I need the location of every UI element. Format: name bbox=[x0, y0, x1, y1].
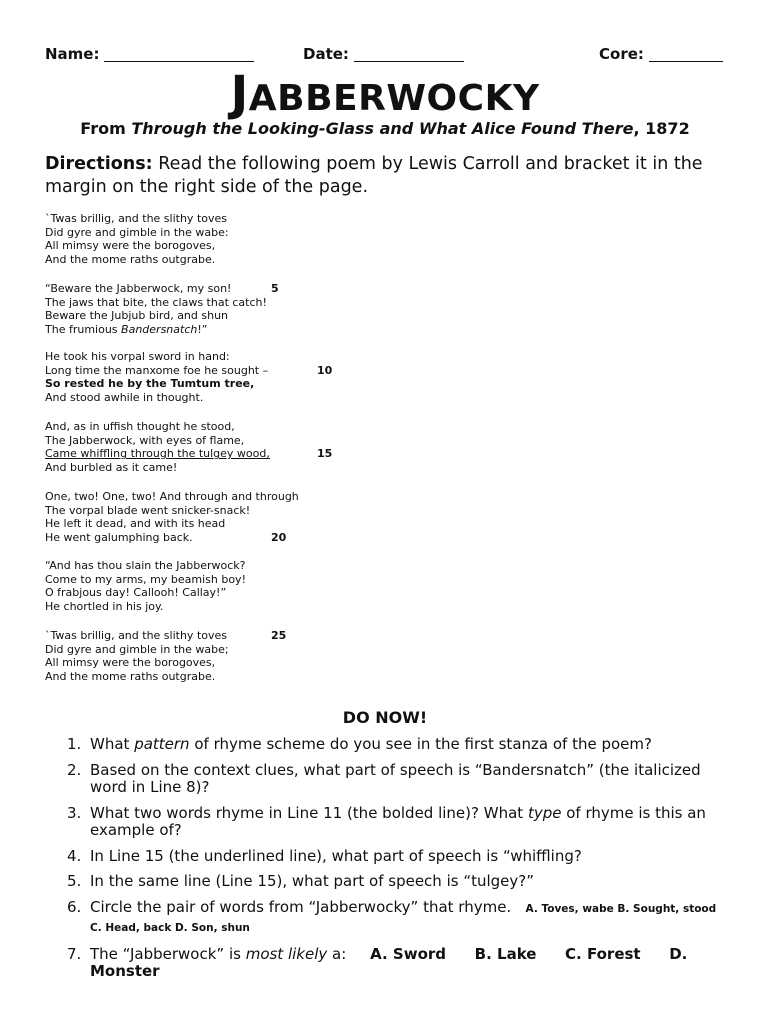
line-number-25: 25 bbox=[271, 629, 287, 642]
core-label: Core: bbox=[599, 45, 644, 63]
poem-line-text: “Beware the Jabberwock, my son! bbox=[45, 282, 232, 295]
poem-line: And the mome raths outgrabe. bbox=[45, 670, 216, 684]
poem-line: He left it dead, and with its head bbox=[45, 517, 226, 531]
poem-line: The vorpal blade went snicker-snack! bbox=[45, 503, 251, 517]
directions-text: Read the following poem by Lewis Carroll and bracket it in the margin on the right side of the page. bbox=[45, 154, 703, 197]
subtitle-work: Through the Looking-Glass and What Alice Found There bbox=[131, 119, 634, 138]
poem-line-text: The frumious bbox=[45, 323, 122, 337]
directions-label: Directions: bbox=[45, 154, 153, 174]
poem-line: And burbled as it came! bbox=[45, 461, 178, 475]
question-text: Circle the pair of words from “Jabberwocky” that rhyme. bbox=[90, 897, 512, 916]
poem-line: All mimsy were the borogoves, bbox=[45, 239, 216, 253]
poem-line bbox=[45, 364, 365, 378]
name-label: Name: bbox=[45, 45, 100, 63]
poem-line bbox=[45, 629, 365, 643]
poem-line: And the mome raths outgrabe. bbox=[45, 253, 216, 267]
question-number: 3. bbox=[67, 803, 82, 822]
question-6 bbox=[62, 899, 722, 938]
stanza-3 bbox=[45, 350, 365, 405]
poem-line: The jaws that bite, the claws that catch! bbox=[45, 295, 267, 309]
question-list bbox=[62, 736, 722, 989]
answer-option-d: D. Monster bbox=[90, 944, 688, 980]
question-number: 2. bbox=[67, 760, 82, 779]
directions bbox=[45, 153, 735, 199]
question-emphasis: most likely bbox=[245, 944, 328, 963]
question-text: Based on the context clues, what part of speech is “Bandersnatch” (the italicized word in Line 8)? bbox=[90, 760, 701, 796]
question-2 bbox=[62, 762, 722, 797]
question-7 bbox=[62, 946, 722, 981]
do-now-heading: DO NOW! bbox=[342, 708, 428, 727]
question-1 bbox=[62, 736, 722, 754]
poem-line: And stood awhile in thought. bbox=[45, 391, 204, 405]
question-text: The “Jabberwock” is bbox=[90, 944, 246, 963]
name-field bbox=[45, 45, 254, 63]
answer-option-c: C. Forest bbox=[565, 944, 641, 963]
line-number-10: 10 bbox=[317, 363, 333, 377]
stanza-2 bbox=[45, 282, 365, 337]
question-number: 5. bbox=[67, 872, 82, 890]
question-text: In Line 15 (the underlined line), what part of speech is “whiffling? bbox=[90, 846, 582, 865]
poem-line: The Jabberwock, with eyes of flame, bbox=[45, 433, 245, 447]
poem-line-text: He went galumphing back. bbox=[45, 531, 193, 545]
question-number: 4. bbox=[67, 846, 82, 865]
question-text: of rhyme is this an example of? bbox=[90, 803, 706, 839]
stanza-4 bbox=[45, 420, 365, 475]
question-3 bbox=[62, 805, 722, 840]
poem-line: And, as in uffish thought he stood, bbox=[45, 420, 235, 433]
poem-line: Come to my arms, my beamish boy! bbox=[45, 572, 246, 586]
core-field bbox=[599, 45, 723, 63]
poem-line-text: `Twas brillig, and the slithy toves bbox=[45, 629, 227, 642]
poem-line: All mimsy were the borogoves, bbox=[45, 656, 216, 670]
poem-title bbox=[0, 68, 770, 125]
poem-line-text: Long time the manxome foe he sought – bbox=[45, 363, 269, 377]
poem-line-text: !” bbox=[197, 323, 208, 337]
core-blank[interactable] bbox=[649, 47, 723, 62]
poem-line: Beware the Jubjub bird, and shun bbox=[45, 309, 229, 323]
stanza-1 bbox=[45, 212, 365, 267]
question-number: 1. bbox=[67, 735, 82, 753]
poem-line: One, two! One, two! And through and through bbox=[45, 490, 299, 503]
poem-line-bold: So rested he by the Tumtum tree, bbox=[45, 377, 255, 391]
poem-line: `Twas brillig, and the slithy toves bbox=[45, 212, 227, 225]
title-initial: J bbox=[230, 66, 249, 122]
question-text: of rhyme scheme do you see in the first stanza of the poem? bbox=[189, 735, 652, 753]
question-emphasis: pattern bbox=[134, 735, 190, 753]
poem-line: Did gyre and gimble in the wabe: bbox=[45, 225, 229, 239]
question-5 bbox=[62, 873, 722, 891]
poem-line-underlined: Came whiffling through the tulgey wood, bbox=[45, 447, 270, 461]
line-number-15: 15 bbox=[317, 447, 333, 461]
question-text: What bbox=[90, 735, 135, 753]
stanza-7 bbox=[45, 629, 365, 684]
answer-option-a: A. Sword bbox=[370, 944, 447, 963]
poem-line: “And has thou slain the Jabberwock? bbox=[45, 559, 246, 572]
line-number-5: 5 bbox=[271, 282, 279, 295]
poem-line bbox=[45, 531, 365, 545]
question-text: What two words rhyme in Line 11 (the bolded line)? What bbox=[90, 803, 528, 822]
subtitle-year: , 1872 bbox=[633, 119, 690, 138]
question-4 bbox=[62, 848, 722, 866]
poem-line: Did gyre and gimble in the wabe; bbox=[45, 642, 229, 656]
subtitle-prefix: From bbox=[80, 119, 132, 138]
stanza-5 bbox=[45, 490, 365, 545]
poem-line bbox=[45, 447, 365, 461]
bandersnatch-word: Bandersnatch bbox=[121, 323, 198, 337]
poem-line: He took his vorpal sword in hand: bbox=[45, 350, 230, 363]
question-emphasis: type bbox=[527, 803, 562, 822]
date-label: Date: bbox=[303, 45, 349, 63]
date-blank[interactable] bbox=[354, 47, 464, 62]
date-field bbox=[303, 45, 464, 63]
question-text: In the same line (Line 15), what part of speech is “tulgey?” bbox=[90, 872, 535, 890]
question-text: a: bbox=[327, 944, 347, 963]
answer-choices: A. Toves, wabe B. Sought, stood C. Head, back D. Son, shun bbox=[90, 902, 717, 934]
answer-option-b: B. Lake bbox=[474, 944, 537, 963]
stanza-6 bbox=[45, 559, 365, 614]
title-rest: ABBERWOCKY bbox=[248, 78, 540, 119]
line-number-20: 20 bbox=[271, 531, 287, 545]
poem-line: O frabjous day! Callooh! Callay!” bbox=[45, 586, 227, 600]
name-blank[interactable] bbox=[104, 47, 254, 62]
question-number: 6. bbox=[67, 897, 82, 916]
poem-line bbox=[45, 282, 365, 296]
subtitle bbox=[0, 119, 770, 138]
question-number: 7. bbox=[67, 944, 82, 963]
poem-line bbox=[45, 323, 365, 337]
poem-line: He chortled in his joy. bbox=[45, 600, 164, 614]
